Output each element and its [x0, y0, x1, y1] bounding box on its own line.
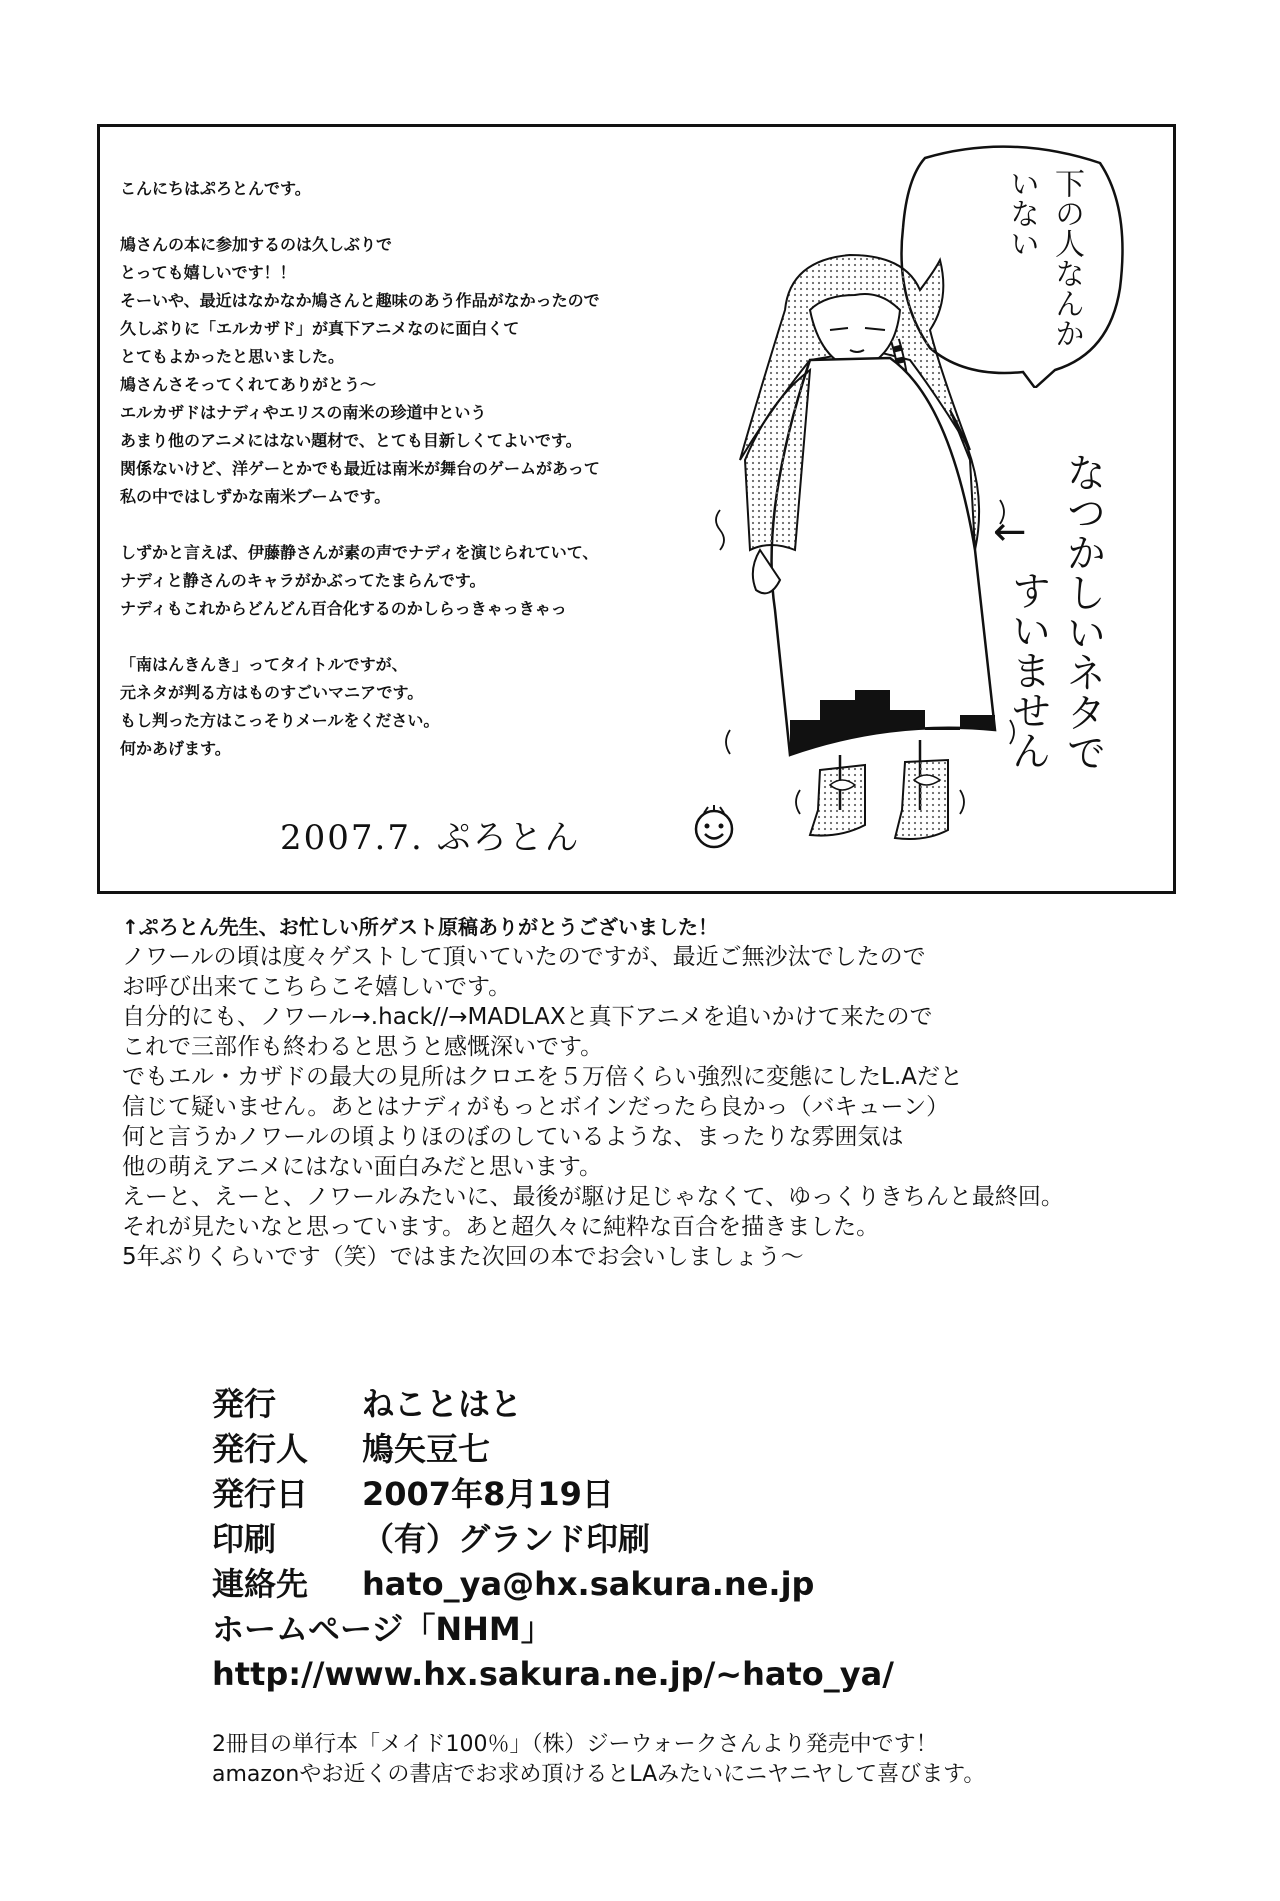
afterword-line: これで三部作も終わると思うと感慨深いです。	[122, 1034, 604, 1060]
afterword-heading: ↑ぷろとん先生、お忙しい所ゲスト原稿ありがとうございました！	[122, 915, 718, 939]
afterword-line: 自分的にも、ノワール→.hack//→MADLAXと真下アニメを追いかけて来たので	[122, 1004, 933, 1030]
colophon-value: 鳩矢豆七	[362, 1430, 491, 1468]
colophon-value: 2007年8月19日	[362, 1475, 614, 1513]
guest-line: 元ネタが判る方はものすごいマニアです。	[120, 683, 424, 702]
guest-line: 鳩さんの本に参加するのは久しぶりで	[120, 235, 393, 254]
paragraph-gap	[120, 203, 760, 231]
speech-bubble-text-2: いない	[1004, 168, 1039, 258]
colophon-label: 発行	[212, 1385, 277, 1423]
side-note-text-2: すいません	[1005, 570, 1051, 770]
guest-line: 関係ないけど、洋ゲーとかでも最近は南米が舞台のゲームがあって	[120, 459, 600, 478]
guest-line: 久しぶりに「エルカザド」が真下アニメなのに面白くて	[120, 319, 520, 338]
colophon-value: ねことはと	[362, 1385, 523, 1423]
afterword-line: ノワールの頃は度々ゲストして頂いていたのですが、最近ご無沙汰でしたので	[122, 944, 926, 970]
advert-line: 2冊目の単行本「メイド100％」（株）ジーウォークさんより発売中です！	[212, 1732, 938, 1757]
colophon-label: 連絡先	[212, 1565, 309, 1603]
guest-line: しずかと言えば、伊藤静さんが素の声でナディを演じられていて、	[120, 543, 599, 562]
advert-line: amazonやお近くの書店でお求め頂けるとLAみたいにニヤニヤして喜びます。	[212, 1762, 986, 1787]
afterword-line: 5年ぶりくらいです（笑）ではまた次回の本でお会いしましょう～	[122, 1244, 804, 1270]
colophon-row-issuer	[212, 1427, 894, 1472]
paragraph-gap	[120, 511, 760, 539]
guest-line: もし判った方はこっそりメールをください。	[120, 711, 440, 730]
colophon-label: 発行人	[212, 1430, 309, 1468]
arrow-left-icon: ←	[993, 509, 1027, 555]
contact-email: hato_ya@hx.sakura.ne.jp	[362, 1565, 815, 1603]
afterword-line: でもエル・カザドの最大の見所はクロエを５万倍くらい強烈に変態にしたL.Aだと	[122, 1064, 963, 1090]
paragraph-gap	[120, 623, 760, 651]
afterword-line: 信じて疑いません。あとはナディがもっとボインだったら良かっ（バキューン）	[122, 1094, 950, 1120]
guest-line: あまり他のアニメにはない題材で、とても目新しくてよいです。	[120, 431, 582, 450]
guest-line: そーいや、最近はなかなか鳩さんと趣味のあう作品がなかったので	[120, 291, 600, 310]
character-illustration	[690, 250, 1030, 840]
signature: 2007.7. ぷろとん	[280, 818, 581, 858]
colophon-value: （有）グランド印刷	[362, 1520, 651, 1558]
guest-line: こんにちはぷろとんです。	[120, 179, 311, 198]
afterword-line: お呼び出来てこちらこそ嬉しいです。	[122, 974, 512, 1000]
guest-line: 鳩さんさそってくれてありがとう～	[120, 375, 377, 394]
homepage-url: http://www.hx.sakura.ne.jp/~hato_ya/	[212, 1655, 894, 1693]
afterword-line: 他の萌えアニメにはない面白みだと思います。	[122, 1154, 603, 1180]
colophon-row-homepage	[212, 1607, 894, 1652]
colophon-row-date	[212, 1472, 894, 1517]
guest-line: ナディと静さんのキャラがかぶってたまらんです。	[120, 571, 486, 590]
afterword	[122, 912, 1222, 1272]
colophon	[212, 1382, 894, 1697]
guest-line: 私の中ではしずかな南米ブームです。	[120, 487, 391, 506]
guest-line: とてもよかったと思いました。	[120, 347, 345, 366]
guest-message	[120, 175, 760, 763]
guest-line: 「南はんきんき」ってタイトルですが、	[120, 655, 408, 674]
colophon-row-publisher	[212, 1382, 894, 1427]
side-note-text-1: なつかしいネタで	[1060, 452, 1106, 772]
colophon-label: 印刷	[212, 1520, 277, 1558]
afterword-line: えーと、えーと、ノワールみたいに、最後が駆け足じゃなくて、ゆっくりきちんと最終回。	[122, 1184, 1064, 1210]
speech-bubble-text-1: 下の人なんか	[1049, 168, 1084, 348]
colophon-row-url	[212, 1652, 894, 1697]
colophon-row-printer	[212, 1517, 894, 1562]
book-advert	[212, 1730, 985, 1790]
guest-line: エルカザドはナディやエリスの南米の珍道中という	[120, 403, 487, 422]
afterword-line: それが見たいなと思っています。あと超久々に純粋な百合を描きました。	[122, 1214, 880, 1240]
homepage-name: ホームページ「NHM」	[212, 1610, 553, 1648]
afterword-line: 何と言うかノワールの頃よりほのぼのしているような、まったりな雰囲気は	[122, 1124, 904, 1150]
colophon-row-contact	[212, 1562, 894, 1607]
colophon-label: 発行日	[212, 1475, 309, 1513]
guest-line: とっても嬉しいです！！	[120, 263, 296, 282]
guest-line: 何かあげます。	[120, 739, 231, 758]
guest-line: ナディもこれからどんどん百合化するのかしらっきゃっきゃっ	[120, 599, 567, 618]
